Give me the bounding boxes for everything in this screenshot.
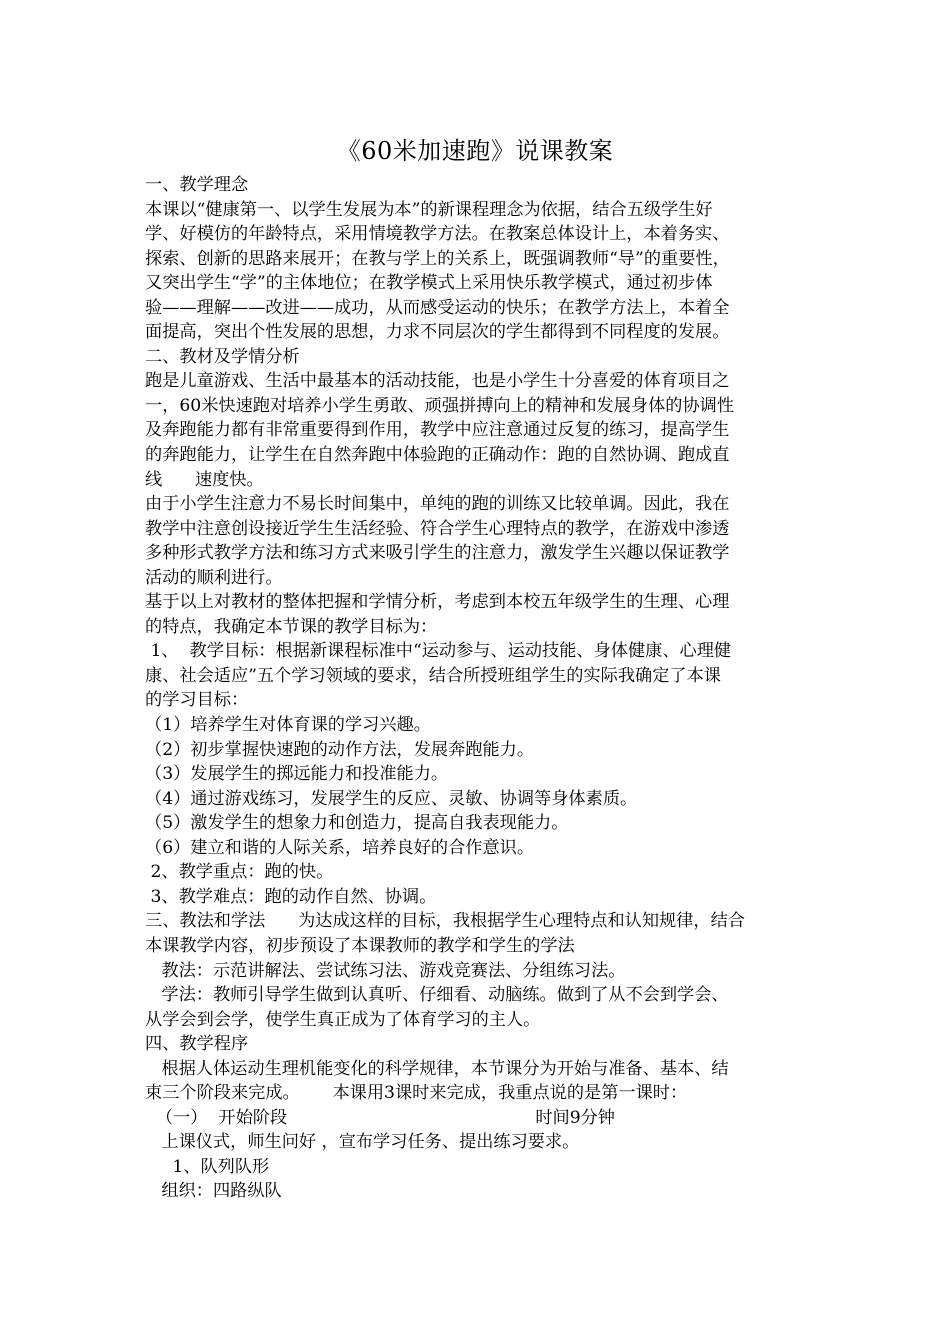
- document-line: 的学习目标：: [145, 690, 249, 711]
- document-line: 一、教学理念: [145, 175, 249, 195]
- document-line: 二、教材及学情分析: [145, 346, 300, 367]
- document-line: 学法：教师引导学生做到认真听、仔细看、动脑练。做到了从不会到学会、: [145, 985, 729, 1006]
- document-line: 由于小学生注意力不易长时间集中，单纯的跑的训练又比较单调。因此，我在: [145, 494, 730, 515]
- document-line: 组织：四路纵队: [145, 1181, 282, 1202]
- document-line: 的特点，我确定本节课的教学目标为：: [145, 616, 438, 637]
- document-line: 四、教学程序: [145, 1034, 249, 1055]
- document-title: 《60米加速跑》说课教案: [336, 137, 614, 165]
- document-line: 活动的顺利进行。: [145, 567, 283, 588]
- document-line: 的奔跑能力，让学生在自然奔跑中体验跑的正确动作：跑的自然协调、跑成直: [145, 445, 730, 466]
- document-line: （1）培养学生对体育课的学习兴趣。: [145, 715, 431, 736]
- document-line: 跑是儿童游戏、生活中最基本的活动技能，也是小学生十分喜爱的体育项目之: [145, 371, 730, 392]
- document-line: 1、队列队形: [145, 1156, 270, 1177]
- document-line: 本课教学内容，初步预设了本课教师的教学和学生的学法: [145, 935, 575, 956]
- phase-time: 时间9分钟: [535, 1107, 615, 1128]
- document-line: 教学中注意创设接近学生生活经验、符合学生心理特点的教学，在游戏中渗透: [145, 518, 730, 539]
- document-line: 1、 教学目标：根据新课程标准中“运动参与、运动技能、身体健康、心理健: [145, 641, 732, 662]
- document-line: 本课以“健康第一、以学生发展为本”的新课程理念为依据，结合五级学生好: [145, 199, 713, 220]
- document-line: 一，60米快速跑对培养小学生勇敢、顽强拼搏向上的精神和发展身体的协调性: [145, 395, 735, 416]
- document-line: 及奔跑能力都有非常重要得到作用，教学中应注意通过反复的练习，提高学生: [145, 420, 730, 441]
- document-line: 从学会到会学，使学生真正成为了体育学习的主人。: [145, 1009, 541, 1030]
- document-line: （4）通过游戏练习，发展学生的反应、灵敏、协调等身体素质。: [145, 788, 638, 809]
- document-body: [145, 173, 820, 1204]
- document-line: 上课仪式，师生问好 ，宣布学习任务、提出练习要求。: [145, 1132, 580, 1153]
- document-line: 多种形式教学方法和练习方式来吸引学生的注意力，激发学生兴趣以保证教学: [145, 543, 730, 564]
- document-line: （2）初步掌握快速跑的动作方法，发展奔跑能力。: [145, 739, 535, 760]
- document-line: 根据人体运动生理机能变化的科学规律，本节课分为开始与准备、基本、结: [145, 1058, 729, 1079]
- document-line: （3）发展学生的掷远能力和投准能力。: [145, 764, 449, 785]
- phase-row: [145, 1106, 615, 1131]
- document-line: 束三个阶段来完成。 本课用3课时来完成，我重点说的是第一课时：: [145, 1083, 688, 1104]
- document-line: 基于以上对教材的整体把握和学情分析，考虑到本校五年级学生的生理、心理: [145, 592, 730, 613]
- document-line: 教法：示范讲解法、尝试练习法、游戏竞赛法、分组练习法。: [145, 960, 626, 981]
- document-line: 验——理解——改进——成功，从而感受运动的快乐；在教学方法上，本着全: [145, 297, 730, 318]
- document-line: 康、社会适应”五个学习领域的要求，结合所授班组学生的实际我确定了本课: [145, 665, 721, 686]
- document-line: 面提高，突出个性发展的思想，力求不同层次的学生都得到不同程度的发展。: [145, 322, 730, 343]
- document-line: （6）建立和谐的人际关系，培养良好的合作意识。: [145, 837, 535, 858]
- document-line: 探索、创新的思路来展开；在教与学上的关系上，既强调教师“导”的重要性，: [145, 248, 730, 269]
- document-line: 3、教学难点：跑的动作自然、协调。: [145, 886, 437, 907]
- document-line: 三、教法和学法 为达成这样的目标，我根据学生心理特点和认知规律，结合: [145, 911, 745, 932]
- document-line: 2、教学重点：跑的快。: [145, 862, 334, 883]
- document-line: 线 速度快。: [145, 469, 264, 490]
- document-line: 学、好模仿的年龄特点，采用情境教学方法。在教案总体设计上，本着务实、: [145, 224, 730, 245]
- document-line: （5）激发学生的想象力和创造力，提高自我表现能力。: [145, 813, 569, 834]
- document-line: 又突出学生“学”的主体地位；在教学模式上采用快乐教学模式，通过初步体: [145, 273, 713, 294]
- phase-label: （一） 开始阶段: [145, 1107, 288, 1128]
